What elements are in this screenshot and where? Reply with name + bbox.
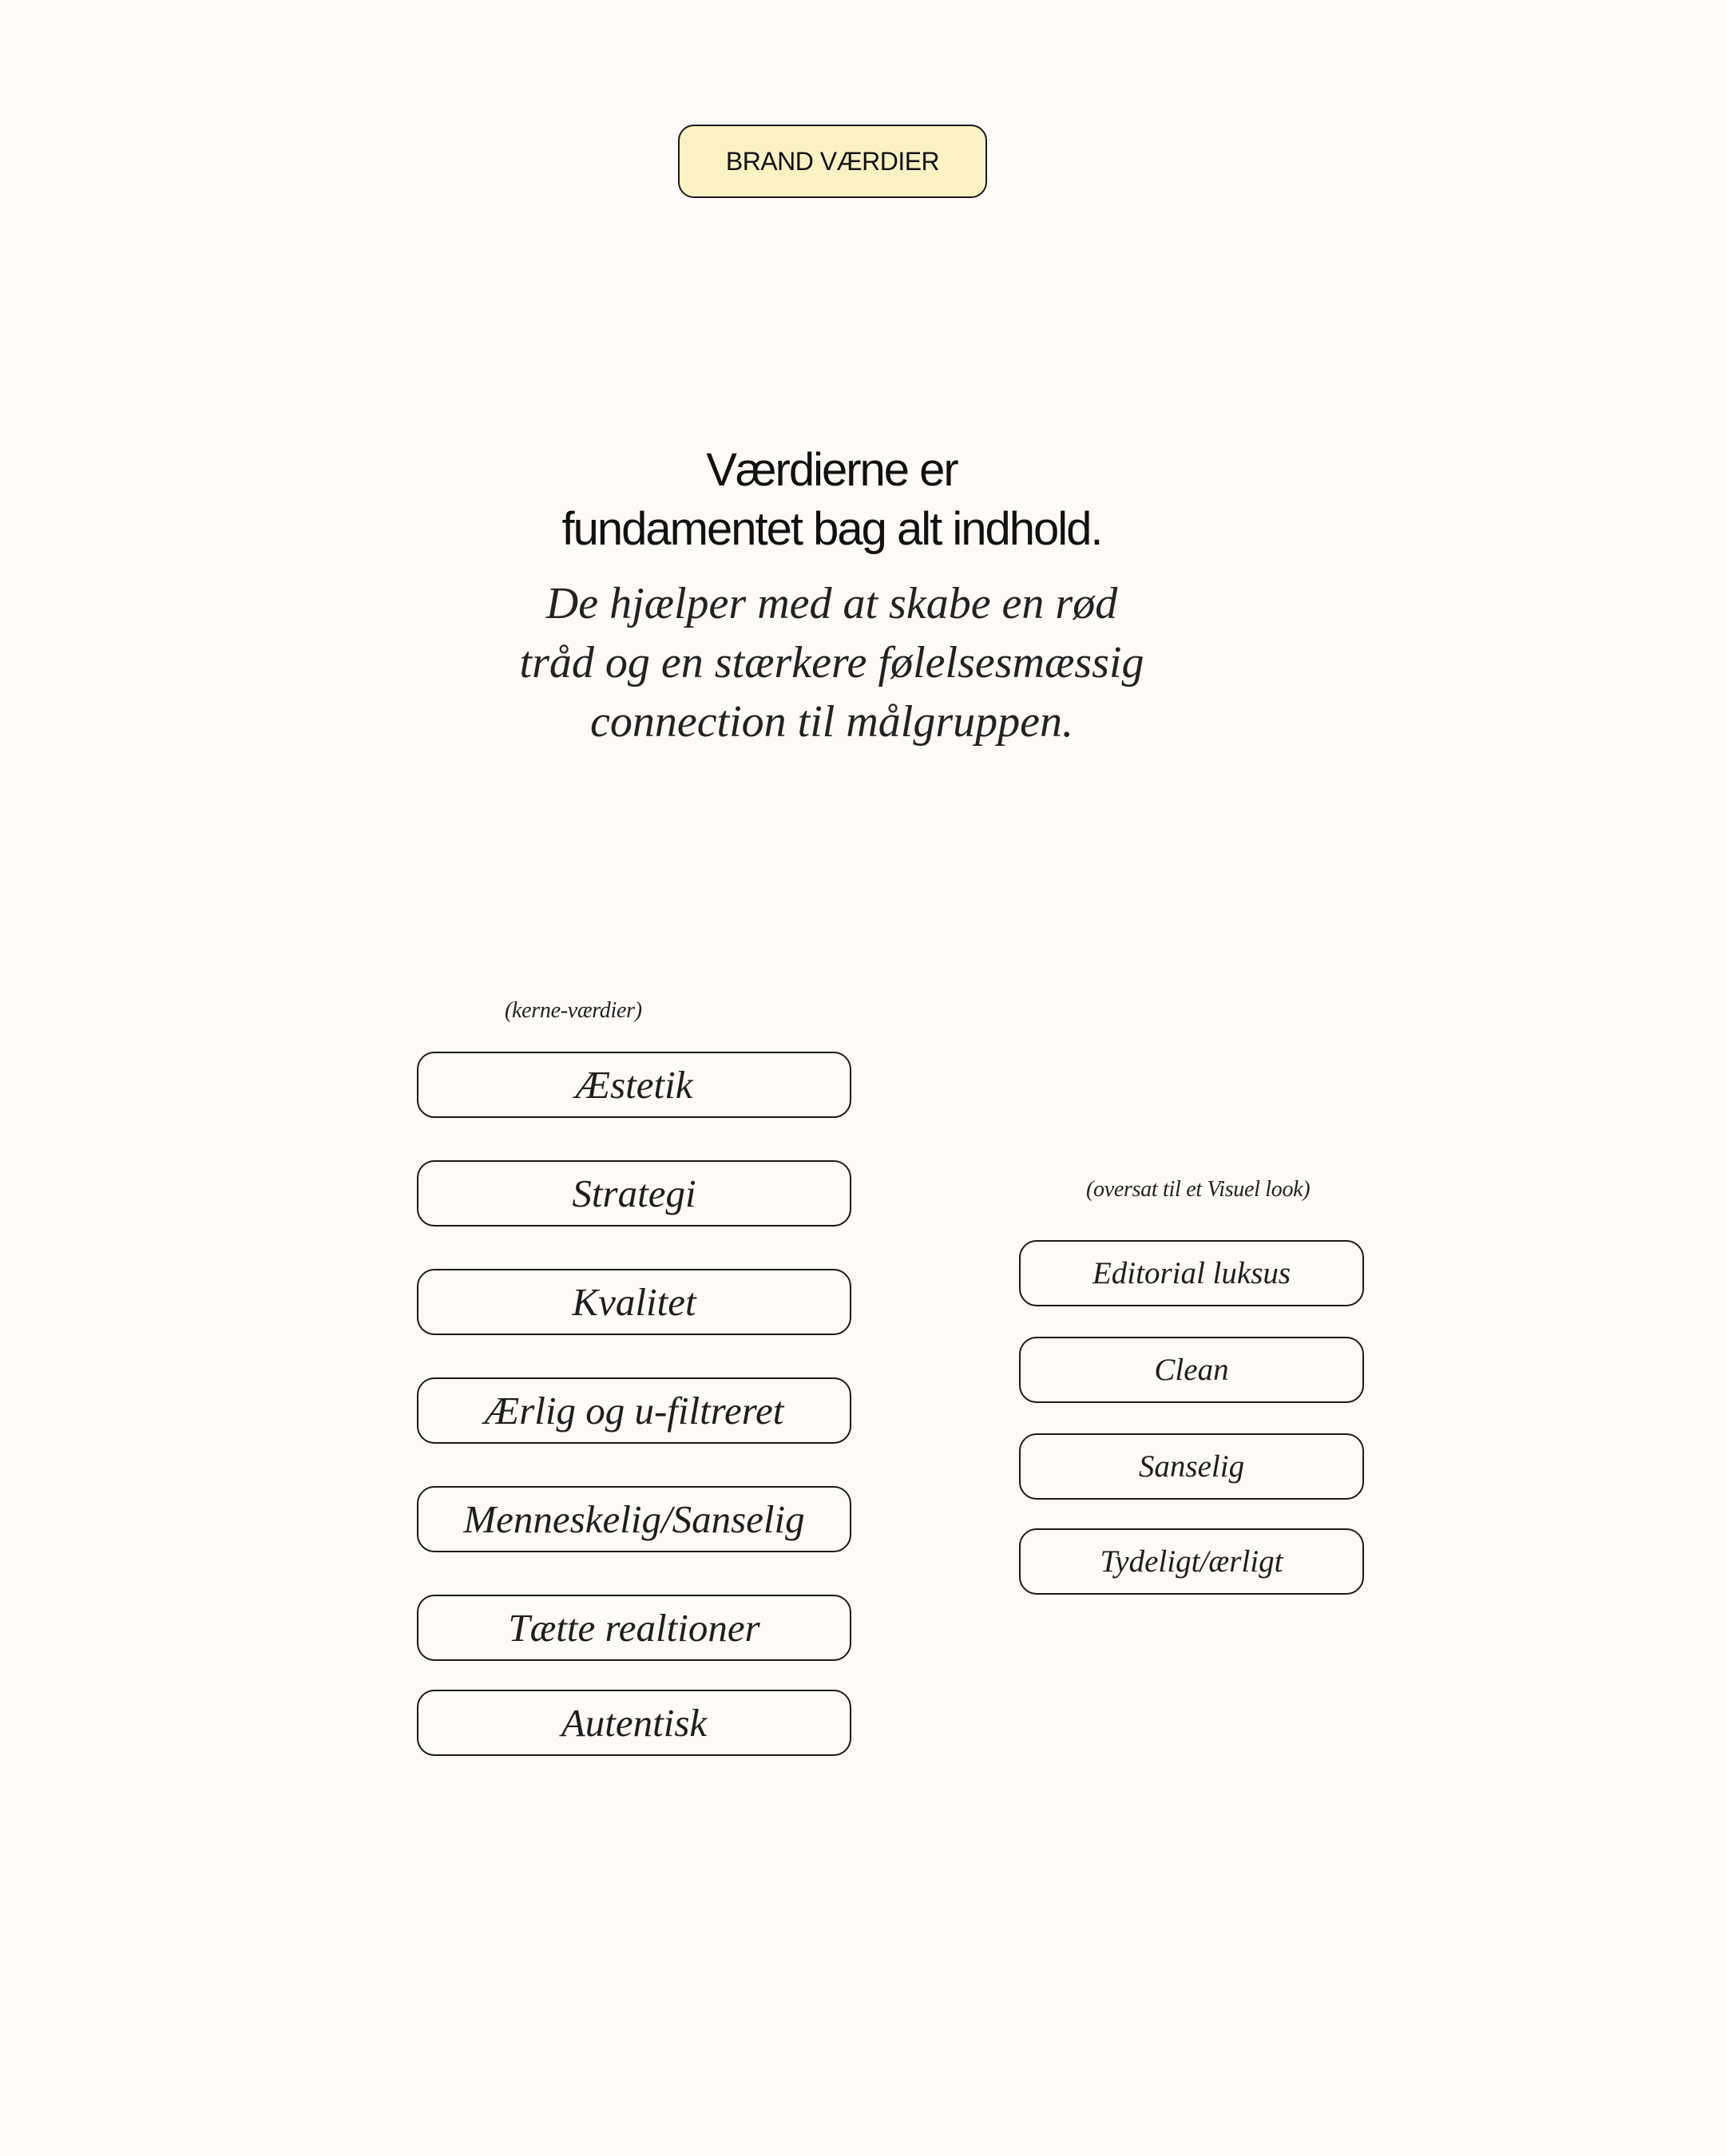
core-value-aestetik: Æstetik — [417, 1052, 851, 1118]
headline-line-1: Værdierne er — [706, 444, 958, 496]
headline-line-2: fundamentet bag alt indhold. — [561, 503, 1102, 555]
core-value-menneskelig: Menneskelig/Sanselig — [417, 1486, 851, 1552]
core-value-strategi: Strategi — [417, 1160, 851, 1227]
core-value-taette-relationer: Tætte realtioner — [417, 1595, 851, 1661]
core-value-kvalitet: Kvalitet — [417, 1269, 851, 1335]
page-subheadline — [0, 574, 1664, 751]
visual-look-editorial-luksus: Editorial luksus — [1019, 1240, 1364, 1306]
subheadline-line-2: tråd og en stærkere følelsesmæssig — [519, 638, 1144, 688]
core-values-caption: (kerne-værdier) — [505, 998, 642, 1023]
visual-look-tydeligt: Tydeligt/ærligt — [1019, 1528, 1364, 1595]
visual-look-caption: (oversat til et Visuel look) — [1086, 1177, 1311, 1202]
page-headline — [0, 441, 1664, 559]
brand-values-badge: BRAND VÆRDIER — [678, 125, 987, 198]
core-value-aerlig: Ærlig og u-filtreret — [417, 1377, 851, 1444]
visual-look-clean: Clean — [1019, 1337, 1364, 1403]
subheadline-line-3: connection til målgruppen. — [589, 697, 1073, 747]
core-value-autentisk: Autentisk — [417, 1690, 851, 1756]
visual-look-sanselig: Sanselig — [1019, 1433, 1364, 1500]
subheadline-line-1: De hjælper med at skabe en rød — [545, 579, 1118, 628]
